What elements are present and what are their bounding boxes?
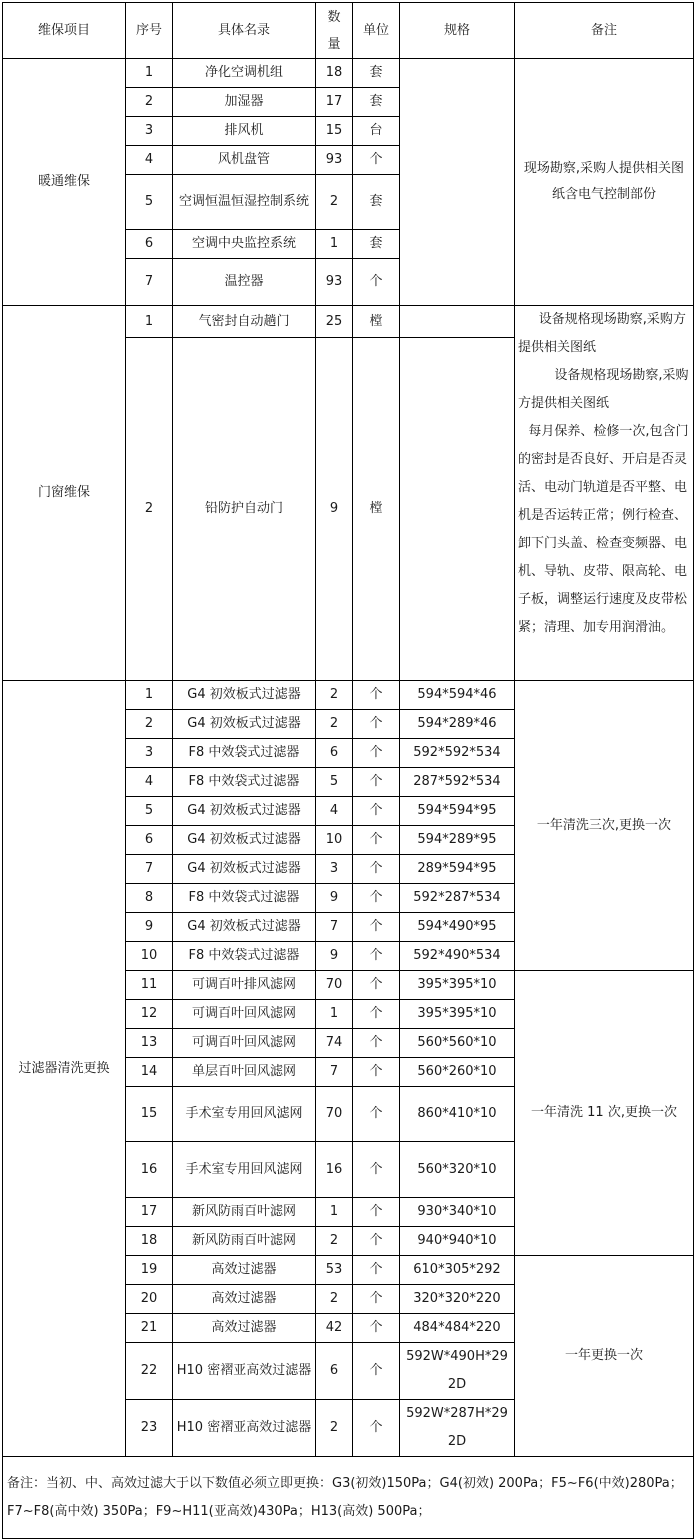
cell-qty: 70 bbox=[316, 971, 353, 1000]
cell-qty: 2 bbox=[316, 1285, 353, 1314]
cell-qty: 7 bbox=[316, 913, 353, 942]
cell-name: 可调百叶回风滤网 bbox=[173, 1029, 316, 1058]
cell-name: 空调中央监控系统 bbox=[173, 230, 316, 259]
cell-unit: 个 bbox=[353, 855, 400, 884]
cell-qty: 18 bbox=[316, 59, 353, 88]
cell-name: G4 初效板式过滤器 bbox=[173, 681, 316, 710]
cell-name: 排风机 bbox=[173, 117, 316, 146]
cell-qty: 5 bbox=[316, 768, 353, 797]
cell-qty: 2 bbox=[316, 1227, 353, 1256]
cell-seq: 7 bbox=[126, 259, 173, 306]
remark-filters-group-3: 一年更换一次 bbox=[515, 1256, 694, 1457]
cell-seq: 13 bbox=[126, 1029, 173, 1058]
maintenance-table bbox=[2, 2, 694, 1539]
cell-unit: 个 bbox=[353, 681, 400, 710]
cell-name: 温控器 bbox=[173, 259, 316, 306]
cell-unit: 个 bbox=[353, 826, 400, 855]
cell-spec bbox=[400, 306, 515, 338]
remark-doors-paragraph: 设备规格现场勘察,采购方提供相关图纸 bbox=[518, 312, 686, 355]
cell-spec: 560*260*10 bbox=[400, 1058, 515, 1087]
cell-name: 高效过滤器 bbox=[173, 1314, 316, 1343]
cell-name: F8 中效袋式过滤器 bbox=[173, 884, 316, 913]
cell-unit: 套 bbox=[353, 175, 400, 230]
cell-spec: 594*594*95 bbox=[400, 797, 515, 826]
cell-qty: 3 bbox=[316, 855, 353, 884]
cell-seq: 1 bbox=[126, 59, 173, 88]
cell-seq: 11 bbox=[126, 971, 173, 1000]
cell-name: F8 中效袋式过滤器 bbox=[173, 942, 316, 971]
remark-filters-group-2: 一年清洗 11 次,更换一次 bbox=[515, 971, 694, 1256]
cell-qty: 2 bbox=[316, 1400, 353, 1457]
cell-spec: 610*305*292 bbox=[400, 1256, 515, 1285]
cell-seq: 22 bbox=[126, 1343, 173, 1400]
cell-name: F8 中效袋式过滤器 bbox=[173, 768, 316, 797]
cell-name: F8 中效袋式过滤器 bbox=[173, 739, 316, 768]
cell-name: 单层百叶回风滤网 bbox=[173, 1058, 316, 1087]
cell-unit: 套 bbox=[353, 88, 400, 117]
cell-qty: 9 bbox=[316, 942, 353, 971]
cell-qty: 1 bbox=[316, 1198, 353, 1227]
cell-spec: 594*289*95 bbox=[400, 826, 515, 855]
cell-spec: 930*340*10 bbox=[400, 1198, 515, 1227]
cell-qty: 1 bbox=[316, 230, 353, 259]
cell-qty: 70 bbox=[316, 1087, 353, 1142]
cell-qty: 6 bbox=[316, 739, 353, 768]
cell-unit: 个 bbox=[353, 1256, 400, 1285]
cell-seq: 5 bbox=[126, 797, 173, 826]
cell-unit: 个 bbox=[353, 1087, 400, 1142]
cell-name: 手术室专用回风滤网 bbox=[173, 1087, 316, 1142]
table-row bbox=[3, 681, 694, 710]
cell-seq: 5 bbox=[126, 175, 173, 230]
cell-seq: 16 bbox=[126, 1142, 173, 1198]
remark-doors bbox=[515, 306, 694, 681]
cell-spec: 484*484*220 bbox=[400, 1314, 515, 1343]
cell-seq: 6 bbox=[126, 230, 173, 259]
header-seq: 序号 bbox=[126, 3, 173, 59]
cell-qty: 16 bbox=[316, 1142, 353, 1198]
remark-doors-paragraph: 设备规格现场勘察,采购方提供相关图纸 bbox=[518, 368, 689, 411]
cell-unit: 个 bbox=[353, 1285, 400, 1314]
cell-qty: 93 bbox=[316, 259, 353, 306]
cell-seq: 18 bbox=[126, 1227, 173, 1256]
cell-qty: 42 bbox=[316, 1314, 353, 1343]
cell-unit: 个 bbox=[353, 1058, 400, 1087]
cell-name: 新风防雨百叶滤网 bbox=[173, 1227, 316, 1256]
cell-seq: 10 bbox=[126, 942, 173, 971]
cell-unit: 个 bbox=[353, 971, 400, 1000]
remark-hvac: 现场勘察,采购人提供相关图纸含电气控制部份 bbox=[515, 59, 694, 306]
cell-unit: 个 bbox=[353, 1314, 400, 1343]
cell-seq: 14 bbox=[126, 1058, 173, 1087]
header-spec: 规格 bbox=[400, 3, 515, 59]
cell-qty: 9 bbox=[316, 338, 353, 681]
cell-seq: 9 bbox=[126, 913, 173, 942]
cell-name: G4 初效板式过滤器 bbox=[173, 710, 316, 739]
cell-qty: 2 bbox=[316, 175, 353, 230]
cell-spec: 592*592*534 bbox=[400, 739, 515, 768]
cell-spec: 594*490*95 bbox=[400, 913, 515, 942]
cell-name: G4 初效板式过滤器 bbox=[173, 797, 316, 826]
header-name: 具体名录 bbox=[173, 3, 316, 59]
cell-unit: 个 bbox=[353, 1400, 400, 1457]
cell-unit: 个 bbox=[353, 1198, 400, 1227]
cell-unit: 套 bbox=[353, 230, 400, 259]
cell-seq: 4 bbox=[126, 768, 173, 797]
table-row bbox=[3, 59, 694, 88]
cell-unit: 套 bbox=[353, 59, 400, 88]
table-row bbox=[3, 306, 694, 338]
cell-seq: 1 bbox=[126, 681, 173, 710]
cell-spec: 395*395*10 bbox=[400, 971, 515, 1000]
footer-note-line1: 备注：当初、中、高效过滤大于以下数值必须立即更换：G3(初效)150Pa；G4(初效) 200Pa；F5~F6(中效)280Pa； bbox=[7, 1475, 683, 1491]
cell-spec bbox=[400, 338, 515, 681]
cell-name: 风机盘管 bbox=[173, 146, 316, 175]
cell-qty: 74 bbox=[316, 1029, 353, 1058]
cell-seq: 1 bbox=[126, 306, 173, 338]
cell-qty: 2 bbox=[316, 681, 353, 710]
cell-unit: 个 bbox=[353, 1000, 400, 1029]
cell-name: G4 初效板式过滤器 bbox=[173, 826, 316, 855]
cell-name: 空调恒温恒湿控制系统 bbox=[173, 175, 316, 230]
cell-qty: 9 bbox=[316, 884, 353, 913]
cell-seq: 19 bbox=[126, 1256, 173, 1285]
cell-seq: 17 bbox=[126, 1198, 173, 1227]
cell-name: G4 初效板式过滤器 bbox=[173, 913, 316, 942]
cell-seq: 15 bbox=[126, 1087, 173, 1142]
cell-qty: 17 bbox=[316, 88, 353, 117]
cell-qty: 53 bbox=[316, 1256, 353, 1285]
cell-unit: 个 bbox=[353, 942, 400, 971]
cell-seq: 3 bbox=[126, 117, 173, 146]
remark-doors-paragraph: 每月保养、检修一次,包含门的密封是否良好、开启是否灵活、电动门轨道是否平整、电机是否运转正常；例行检查、卸下门头盖、检查变频器、电机、导轨、皮带、限高轮、电子板，调整运行速度及皮带松紧；清理、加专用润滑油。 bbox=[518, 424, 689, 635]
cell-unit: 个 bbox=[353, 1343, 400, 1400]
cell-qty: 4 bbox=[316, 797, 353, 826]
cell-spec: 320*320*220 bbox=[400, 1285, 515, 1314]
cell-spec: 592W*287H*292D bbox=[400, 1400, 515, 1457]
cell-unit: 个 bbox=[353, 1227, 400, 1256]
cell-qty: 15 bbox=[316, 117, 353, 146]
cell-seq: 2 bbox=[126, 338, 173, 681]
cell-spec: 289*594*95 bbox=[400, 855, 515, 884]
remark-filters-group-1: 一年清洗三次,更换一次 bbox=[515, 681, 694, 971]
footer-note bbox=[3, 1457, 694, 1539]
cell-name: 可调百叶回风滤网 bbox=[173, 1000, 316, 1029]
cell-seq: 2 bbox=[126, 88, 173, 117]
cell-unit: 个 bbox=[353, 1142, 400, 1198]
cell-spec: 592*287*534 bbox=[400, 884, 515, 913]
cell-spec: 592W*490H*292D bbox=[400, 1343, 515, 1400]
cell-name: 手术室专用回风滤网 bbox=[173, 1142, 316, 1198]
cell-spec: 594*594*46 bbox=[400, 681, 515, 710]
cell-name: G4 初效板式过滤器 bbox=[173, 855, 316, 884]
cell-unit: 个 bbox=[353, 146, 400, 175]
header-qty: 数 量 bbox=[316, 3, 353, 59]
cell-name: 高效过滤器 bbox=[173, 1285, 316, 1314]
cell-spec: 560*560*10 bbox=[400, 1029, 515, 1058]
category-doors: 门窗维保 bbox=[3, 306, 126, 681]
cell-unit: 个 bbox=[353, 710, 400, 739]
cell-name: 加湿器 bbox=[173, 88, 316, 117]
cell-unit: 个 bbox=[353, 797, 400, 826]
table-row bbox=[3, 1457, 694, 1539]
cell-qty: 10 bbox=[316, 826, 353, 855]
cell-qty: 25 bbox=[316, 306, 353, 338]
cell-qty: 6 bbox=[316, 1343, 353, 1400]
cell-seq: 21 bbox=[126, 1314, 173, 1343]
cell-spec: 395*395*10 bbox=[400, 1000, 515, 1029]
header-category: 维保项目 bbox=[3, 3, 126, 59]
cell-name: 铅防护自动门 bbox=[173, 338, 316, 681]
cell-seq: 7 bbox=[126, 855, 173, 884]
footer-note-line2: F7~F8(高中效) 350Pa；F9~H11(亚高效)430Pa；H13(高效) 500Pa； bbox=[7, 1503, 431, 1519]
cell-unit: 个 bbox=[353, 768, 400, 797]
cell-qty: 1 bbox=[316, 1000, 353, 1029]
cell-seq: 3 bbox=[126, 739, 173, 768]
cell-name: 可调百叶排风滤网 bbox=[173, 971, 316, 1000]
cell-qty: 93 bbox=[316, 146, 353, 175]
cell-unit: 樘 bbox=[353, 338, 400, 681]
cell-seq: 12 bbox=[126, 1000, 173, 1029]
cell-name: 高效过滤器 bbox=[173, 1256, 316, 1285]
cell-name: 净化空调机组 bbox=[173, 59, 316, 88]
cell-seq: 23 bbox=[126, 1400, 173, 1457]
cell-qty: 2 bbox=[316, 710, 353, 739]
category-hvac: 暖通维保 bbox=[3, 59, 126, 306]
cell-spec: 592*490*534 bbox=[400, 942, 515, 971]
cell-name: 新风防雨百叶滤网 bbox=[173, 1198, 316, 1227]
cell-spec-hvac bbox=[400, 59, 515, 306]
table-header-row bbox=[3, 3, 694, 59]
cell-unit: 个 bbox=[353, 884, 400, 913]
header-unit: 单位 bbox=[353, 3, 400, 59]
cell-unit: 个 bbox=[353, 739, 400, 768]
cell-unit: 个 bbox=[353, 259, 400, 306]
cell-name: H10 密褶亚高效过滤器 bbox=[173, 1400, 316, 1457]
cell-spec: 560*320*10 bbox=[400, 1142, 515, 1198]
category-filters: 过滤器清洗更换 bbox=[3, 681, 126, 1457]
cell-seq: 4 bbox=[126, 146, 173, 175]
cell-name: H10 密褶亚高效过滤器 bbox=[173, 1343, 316, 1400]
header-remark: 备注 bbox=[515, 3, 694, 59]
cell-seq: 20 bbox=[126, 1285, 173, 1314]
cell-spec: 594*289*46 bbox=[400, 710, 515, 739]
cell-seq: 6 bbox=[126, 826, 173, 855]
cell-qty: 7 bbox=[316, 1058, 353, 1087]
cell-seq: 8 bbox=[126, 884, 173, 913]
cell-name: 气密封自动趟门 bbox=[173, 306, 316, 338]
cell-seq: 2 bbox=[126, 710, 173, 739]
cell-spec: 287*592*534 bbox=[400, 768, 515, 797]
cell-spec: 940*940*10 bbox=[400, 1227, 515, 1256]
cell-unit: 樘 bbox=[353, 306, 400, 338]
cell-spec: 860*410*10 bbox=[400, 1087, 515, 1142]
cell-unit: 个 bbox=[353, 913, 400, 942]
cell-unit: 个 bbox=[353, 1029, 400, 1058]
cell-unit: 台 bbox=[353, 117, 400, 146]
